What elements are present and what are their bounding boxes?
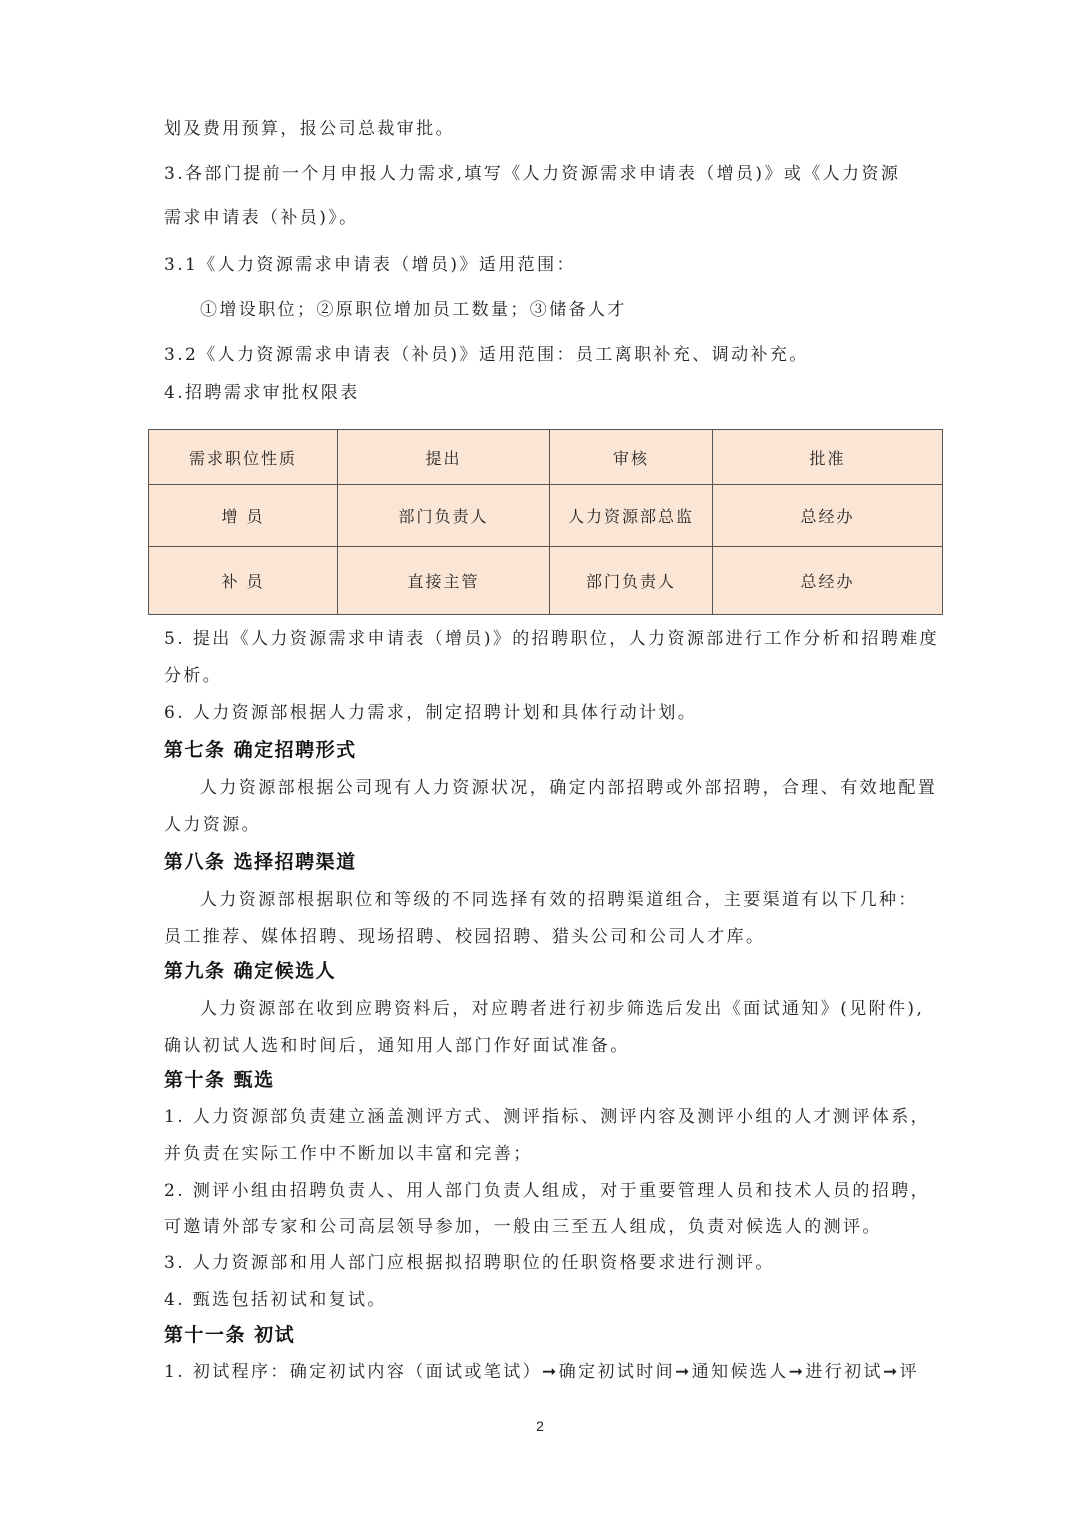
text-line: 并负责在实际工作中不断加以丰富和完善； xyxy=(164,1144,533,1164)
table-cell: 人力资源部总监 xyxy=(550,485,713,547)
table-header-cell: 提出 xyxy=(338,430,550,485)
section-heading: 第八条 选择招聘渠道 xyxy=(164,851,357,873)
text-line: 3.1《人力资源需求申请表（增员)》适用范围： xyxy=(164,255,576,275)
text-line: 1. 初试程序：确定初试内容（面试或笔试）➞确定初试时间➞通知候选人➞进行初试➞评 xyxy=(164,1362,919,1382)
text-line: 划及费用预算，报公司总裁审批。 xyxy=(164,119,455,139)
text-line: 确认初试人选和时间后，通知用人部门作好面试准备。 xyxy=(164,1036,630,1056)
text-line: 6. 人力资源部根据人力需求，制定招聘计划和具体行动计划。 xyxy=(164,703,698,723)
approval-authority-table xyxy=(148,429,943,615)
section-heading: 第十条 甄选 xyxy=(164,1069,275,1091)
text-line: 5. 提出《人力资源需求申请表（增员)》的招聘职位，人力资源部进行工作分析和招聘难度 xyxy=(164,629,940,649)
table-header-cell: 批准 xyxy=(713,430,943,485)
text-line: 2. 测评小组由招聘负责人、用人部门负责人组成，对于重要管理人员和技术人员的招聘， xyxy=(164,1181,931,1201)
text-line: 人力资源部根据公司现有人力资源状况，确定内部招聘或外部招聘，合理、有效地配置 xyxy=(200,778,938,798)
table-cell: 总经办 xyxy=(713,547,943,615)
table-row xyxy=(149,485,943,547)
section-heading: 第十一条 初试 xyxy=(164,1324,296,1346)
section-heading: 第九条 确定候选人 xyxy=(164,960,337,982)
text-line: 4. 甄选包括初试和复试。 xyxy=(164,1290,387,1310)
table-cell: 补 员 xyxy=(149,547,338,615)
text-line: 可邀请外部专家和公司高层领导参加，一般由三至五人组成，负责对候选人的测评。 xyxy=(164,1217,882,1237)
text-line: 人力资源。 xyxy=(164,815,261,835)
table-cell: 总经办 xyxy=(713,485,943,547)
table-header-cell: 审核 xyxy=(550,430,713,485)
page-number: 2 xyxy=(536,1418,544,1434)
table-cell: 部门负责人 xyxy=(338,485,550,547)
text-line: ①增设职位；②原职位增加员工数量；③储备人才 xyxy=(200,300,627,320)
table-cell: 部门负责人 xyxy=(550,547,713,615)
text-line: 分析。 xyxy=(164,666,223,686)
text-line: 3.各部门提前一个月申报人力需求,填写《人力资源需求申请表（增员)》或《人力资源 xyxy=(164,164,901,184)
text-line: 1. 人力资源部负责建立涵盖测评方式、测评指标、测评内容及测评小组的人才测评体系， xyxy=(164,1107,931,1127)
text-line: 3. 人力资源部和用人部门应根据拟招聘职位的任职资格要求进行测评。 xyxy=(164,1253,775,1273)
section-heading: 第七条 确定招聘形式 xyxy=(164,739,357,761)
table-header-cell: 需求职位性质 xyxy=(149,430,338,485)
text-line: 人力资源部在收到应聘资料后，对应聘者进行初步筛选后发出《面试通知》(见附件), xyxy=(200,999,925,1019)
table-row xyxy=(149,547,943,615)
text-line: 4.招聘需求审批权限表 xyxy=(164,383,360,403)
table-cell: 直接主管 xyxy=(338,547,550,615)
text-line: 员工推荐、媒体招聘、现场招聘、校园招聘、猎头公司和公司人才库。 xyxy=(164,927,766,947)
text-line: 需求申请表（补员)》。 xyxy=(164,208,359,228)
text-line: 人力资源部根据职位和等级的不同选择有效的招聘渠道组合，主要渠道有以下几种： xyxy=(200,890,918,910)
table-cell: 增 员 xyxy=(149,485,338,547)
text-line: 3.2《人力资源需求申请表（补员)》适用范围：员工离职补充、调动补充。 xyxy=(164,345,809,365)
table-header-row xyxy=(149,430,943,485)
